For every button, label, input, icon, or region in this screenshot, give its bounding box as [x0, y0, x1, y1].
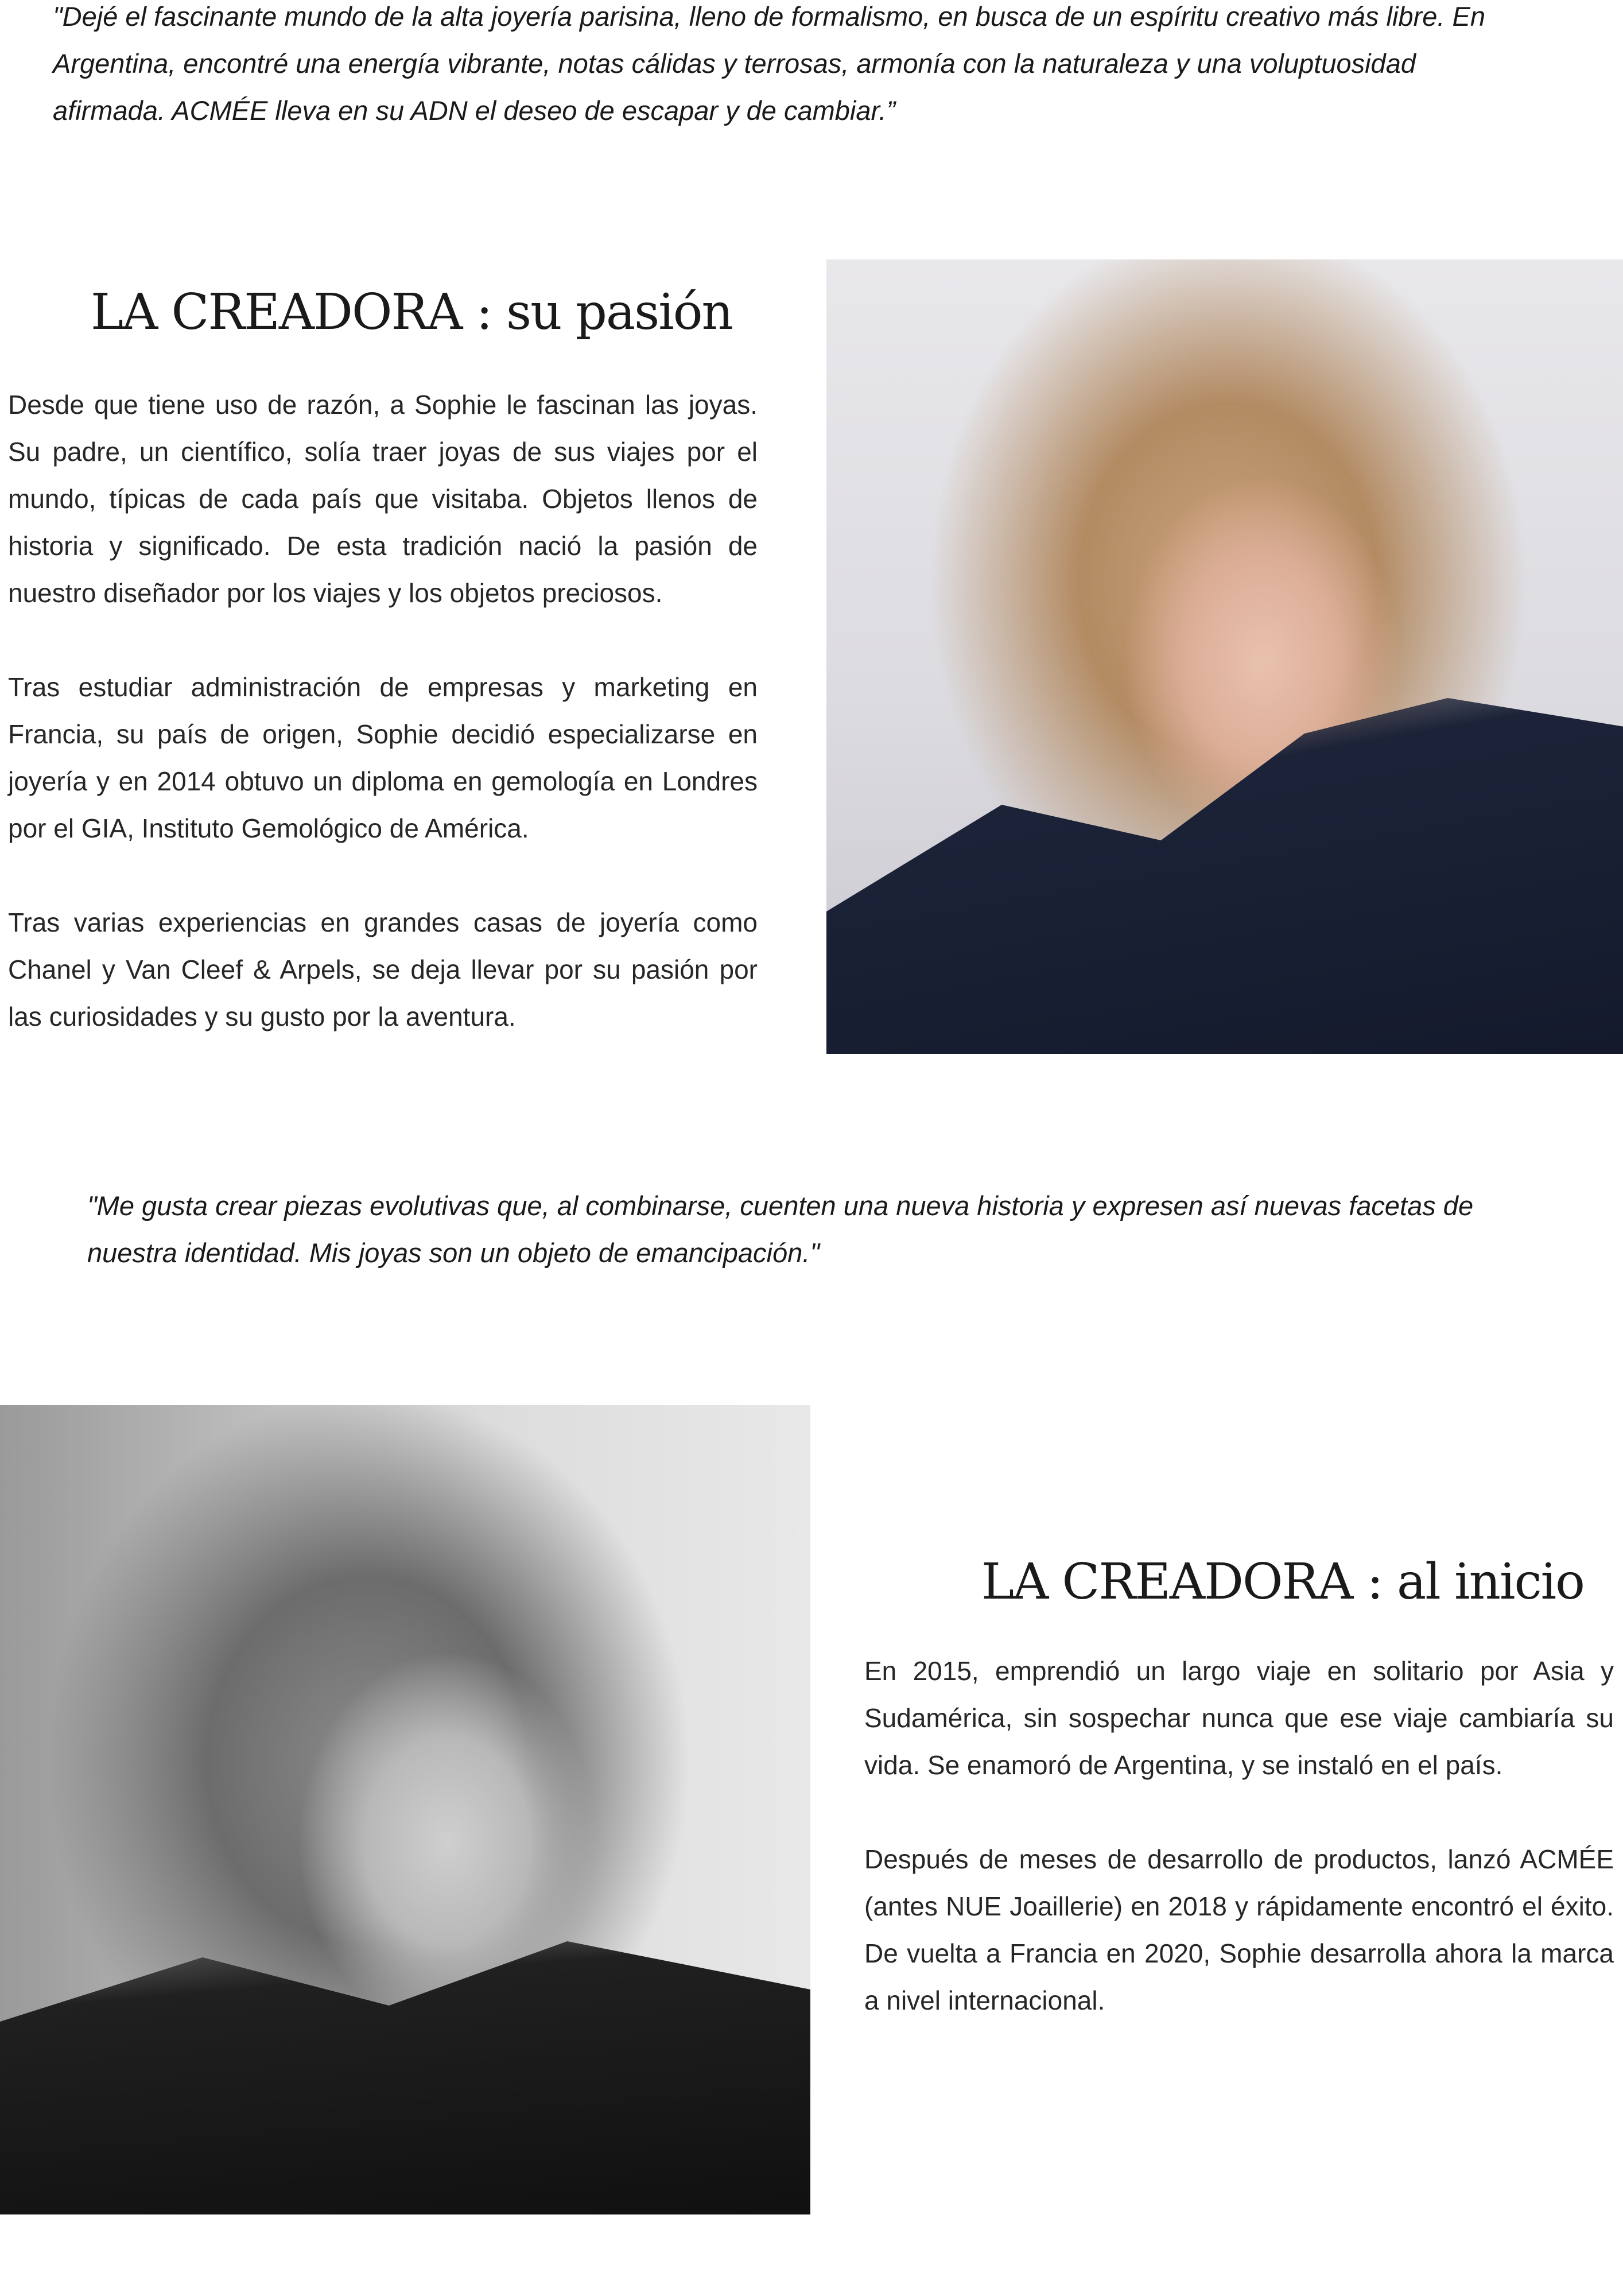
- section-heading-passion: LA CREADORA : su pasión: [91, 284, 732, 341]
- passion-paragraph: Tras estudiar administración de empresas y marketing en Francia, su país de origen, Sophie decidió especializarse en joyería y en 2014 obtuvo un diploma en gemología en Londres por el GIA, Instituto Gemológico de América.: [8, 672, 758, 843]
- passion-paragraph: Tras varias experiencias en grandes casas de joyería como Chanel y Van Cleef & Arpels, se deja llevar por su pasión por las curiosidades y su gusto por la aventura.: [8, 907, 758, 1031]
- photo-clothing-shape: [826, 698, 1623, 1054]
- portrait-photo-color: [826, 259, 1623, 1054]
- portrait-photo-black-white: [0, 1405, 810, 2214]
- inicio-paragraph: En 2015, emprendió un largo viaje en solitario por Asia y Sudamérica, sin sospechar nunca que ese viaje cambiaría su vida. Se enamoró de Argentina, y se instaló en el país.: [864, 1656, 1614, 1780]
- inicio-body-text: [864, 1647, 1614, 2071]
- photo-clothing-shape: [0, 1893, 810, 2214]
- passion-body-text: [8, 381, 758, 1087]
- section-heading-inicio: LA CREADORA : al inicio: [981, 1553, 1584, 1611]
- passion-paragraph: Desde que tiene uso de razón, a Sophie le fascinan las joyas. Su padre, un científico, solía traer joyas de sus viajes por el mundo, típicas de cada país que visitaba. Objetos llenos de historia y significado. De esta tradición nació la pasión de nuestro diseñador por los viajes y los objetos preciosos.: [8, 390, 758, 608]
- designer-quote: "Me gusta crear piezas evolutivas que, al combinarse, cuenten una nueva historia y expresen así nuevas facetas de nuestra identidad. Mis joyas son un objeto de emancipación.": [87, 1190, 1474, 1268]
- opening-quote: "Dejé el fascinante mundo de la alta joyería parisina, lleno de formalismo, en busca de un espíritu creativo más libre. En Argentina, encontré una energía vibrante, notas cálidas y terrosas, armonía con la naturaleza y una voluptuosidad afirmada. ACMÉE lleva en su ADN el deseo de escapar y de cambiar.”: [53, 1, 1485, 126]
- inicio-paragraph: Después de meses de desarrollo de productos, lanzó ACMÉE (antes NUE Joaillerie) en 2018 y rápidamente encontró el éxito. De vuelta a Francia en 2020, Sophie desarrolla ahora la marca a nivel internacional.: [864, 1844, 1614, 2015]
